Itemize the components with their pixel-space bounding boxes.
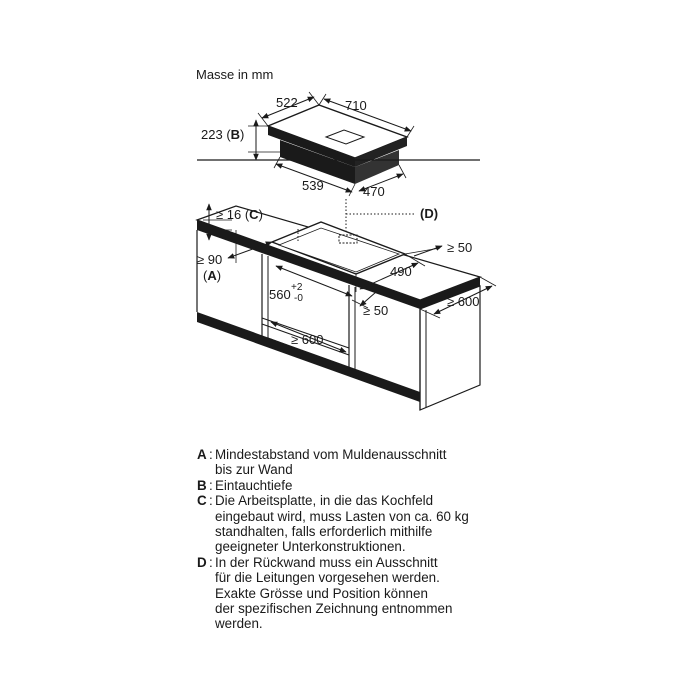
underside-depth-label: 470: [363, 184, 385, 199]
hob-width-label: 710: [345, 98, 367, 113]
rear-edge-label: ≥ 50: [447, 240, 473, 255]
kitchen-unit: [197, 160, 480, 410]
rear-cutout-label: (D): [420, 206, 439, 221]
legend-item-c: C : Die Arbeitsplatte, in die das Kochfeld eingebaut wird, muss Lasten von ca. 60 kg standhalten, falls erforderlich mithilfe geeigneter Unterkonstruktionen.: [197, 493, 469, 555]
cabinet-width-label: ≥ 600: [291, 332, 324, 347]
legend-item-a: A : Mindestabstand vom Muldenausschnitt bis zur Wand: [197, 447, 447, 478]
legend-item-b: B : Eintauchtiefe: [197, 477, 293, 493]
hob-appliance: [268, 105, 407, 184]
legend-item-d: D : In der Rückwand muss ein Ausschnitt für die Leitungen vorgesehen werden. Exakte Grösse und Position können der spezifischen Zeichnung entnommen werden.: [197, 554, 453, 632]
hob-depth-label: 522: [276, 95, 298, 110]
immersion-depth-label: 223 (B): [201, 127, 245, 142]
worktop-thickness-label: ≥ 16 (C): [216, 207, 263, 222]
legend-key: D: [197, 554, 207, 570]
worktop-depth-label: ≥ 600: [447, 294, 480, 309]
rear-edge-dimension: [405, 246, 442, 256]
legend-key: C: [197, 493, 207, 509]
legend-key: A: [197, 447, 207, 462]
cutout-tolerance-plus: +2: [291, 282, 303, 293]
units-caption: Masse in mm: [196, 67, 274, 82]
wall-distance-ref: (A): [203, 268, 222, 283]
legend: [197, 447, 517, 632]
cutout-width-label: 560: [269, 287, 291, 302]
legend-text: Eintauchtiefe: [215, 477, 293, 493]
underside-width-label: 539: [302, 178, 324, 193]
legend-text: In der Rückwand muss ein Ausschnitt für die Leitungen vorgesehen werden. Exakte Grösse und Position können der spezifischen Zeichnung entnommen werden.: [215, 554, 453, 632]
legend-text: Die Arbeitsplatte, in die das Kochfeld eingebaut wird, muss Lasten von ca. 60 kg standhalten, falls erforderlich mithilfe geeigneter Unterkonstruktionen.: [215, 493, 469, 555]
front-edge-label: ≥ 50: [363, 303, 389, 318]
cutout-tolerance-minus: -0: [294, 293, 303, 304]
wall-distance-value: ≥ 90: [197, 252, 223, 267]
legend-text: Mindestabstand vom Muldenausschnitt bis zur Wand: [215, 447, 447, 478]
cutout-depth-label: 490: [390, 264, 412, 279]
legend-key: B: [197, 477, 207, 493]
